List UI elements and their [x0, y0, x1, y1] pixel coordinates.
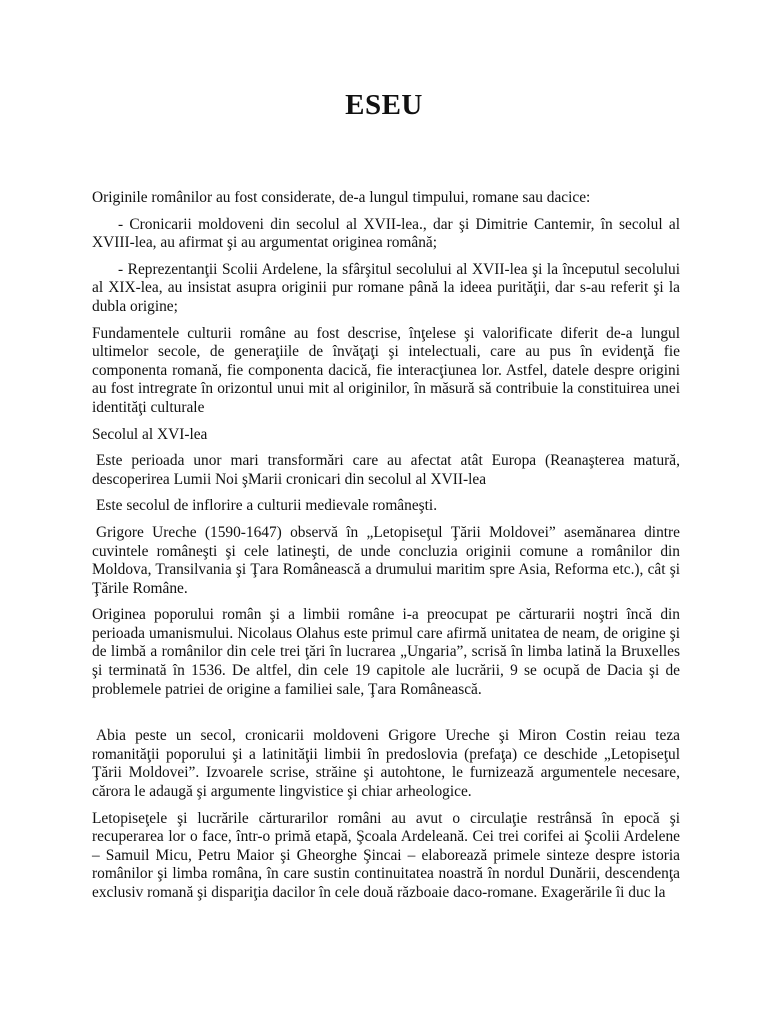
paragraph-intro: Originile românilor au fost considerate, de-a lungul timpului, romane sau dacice:	[92, 189, 591, 206]
document-body	[92, 189, 680, 911]
paragraph-fundamentele: Fundamentele culturii române au fost descrise, înţelese şi valorificate diferit de-a lungul ultimelor secole, de generaţiile de învăţaţi şi intelectuali, care au pus în evidenţă fie componenta romană, fie componenta dacică, fie interacţiunea lor. Astfel, datele despre origini au fost intregrate în orizontul unui mit al originilor, în măsură să contribuie la constituirea unei identităţi culturale	[92, 324, 680, 416]
paragraph-originea: Originea poporului român şi a limbii române i-a preocupat pe cărturarii noştri încă din perioada umanismului. Nicolaus Olahus este primul care afirmă unitatea de neam, de origine şi de limbă a românilor din cele trei ţări în lucrarea „Ungaria”, scrisă în limba latină la Bruxelles şi terminată în 1536. De altfel, din cele 19 capitole ale lucrării, 9 se ocupă de Dacia şi de problemele patriei de origine a familiei sale, Ţara Românească.	[92, 606, 680, 698]
section-heading-secolul-xvi: Secolul al XVI-lea	[92, 425, 208, 443]
paragraph-scoala-ardeleana: - Reprezentanţii Scolii Ardelene, la sfârşitul secolului al XVII-lea şi la începutul secolului al XIX-lea, au insistat asupra originii pur romane până la ideea purităţii, dar s-au referit şi la dubla origine;	[92, 260, 680, 315]
paragraph-abia-peste: Abia peste un secol, cronicarii moldoveni Grigore Ureche şi Miron Costin reiau teza romanităţii poporului şi a latinităţii limbii în predoslovia (prefaţa) ce deschide „Letopiseţul Ţării Moldovei”. Izvoarele scrise, străine şi autohtone, le furnizează argumentele necesare, cărora le adaugă şi argumente lingvistice şi chiar arheologice.	[92, 727, 680, 801]
paragraph-cronicarii: - Cronicarii moldoveni din secolul al XVII-lea., dar şi Dimitrie Cantemir, în secolul al XVIII-lea, au afirmat şi au argumentat originea română;	[92, 215, 680, 252]
paragraph-inflorire: Este secolul de inflorire a culturii medievale româneşti.	[96, 497, 438, 515]
paragraph-grigore-ureche: Grigore Ureche (1590-1647) observă în „Letopiseţul Ţării Moldovei” asemănarea dintre cuvintele româneşti şi cele latineşti, de unde concluzia originii comune a românilor din Moldova, Transilvania şi Ţara Românească a drumului maritim spre Asia, Reforma etc.), cât şi Ţările Române.	[92, 523, 680, 597]
paragraph-perioada: Este perioada unor mari transformări care au afectat atât Europa (Reanaşterea matură, descoperirea Lumii Noi şMarii cronicari din secolul al XVII-lea	[92, 452, 680, 488]
document-title: ESEU	[345, 89, 423, 121]
paragraph-letopisetele: Letopiseţele şi lucrările cărturarilor români au avut o circulaţie restrânsă în epocă şi recuperarea lor o face, într-o primă etapă, Şcoala Ardeleană. Cei trei corifei ai Şcolii Ardelene – Samuil Micu, Petru Maior şi Gheorghe Şincai – elaborează primele sinteze despre istoria românilor şi limba româna, în care sustin continuitatea noastră în nordul Dunării, descendenţa exclusiv romană şi dispariţia dacilor în cele două războaie daco-romane. Exagerările îi duc la	[92, 809, 680, 901]
